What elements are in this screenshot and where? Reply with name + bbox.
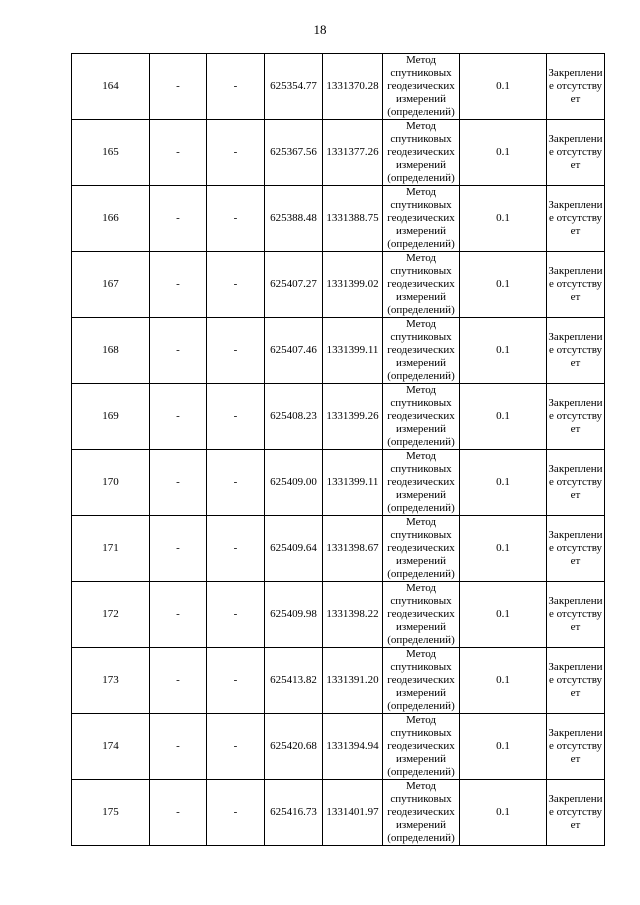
dash-cell: - [207, 54, 265, 120]
point-number-cell: 165 [72, 120, 150, 186]
x-coordinate-cell: 625413.82 [265, 648, 323, 714]
fixation-cell: Закрепление отсутствует [547, 648, 605, 714]
dash-cell: - [207, 780, 265, 846]
table-row [72, 648, 605, 714]
dash-cell: - [207, 384, 265, 450]
point-number-cell: 170 [72, 450, 150, 516]
accuracy-cell: 0.1 [460, 714, 547, 780]
table-row [72, 384, 605, 450]
dash-cell: - [207, 582, 265, 648]
table-row [72, 714, 605, 780]
dash-cell: - [150, 54, 207, 120]
accuracy-cell: 0.1 [460, 648, 547, 714]
method-cell: Метод спутниковых геодезических измерений (определений) [383, 516, 460, 582]
table-body [72, 54, 605, 846]
accuracy-cell: 0.1 [460, 318, 547, 384]
dash-cell: - [150, 714, 207, 780]
accuracy-cell: 0.1 [460, 54, 547, 120]
fixation-cell: Закрепление отсутствует [547, 318, 605, 384]
accuracy-cell: 0.1 [460, 516, 547, 582]
accuracy-cell: 0.1 [460, 120, 547, 186]
accuracy-cell: 0.1 [460, 186, 547, 252]
fixation-cell: Закрепление отсутствует [547, 384, 605, 450]
accuracy-cell: 0.1 [460, 450, 547, 516]
dash-cell: - [207, 714, 265, 780]
y-coordinate-cell: 1331377.26 [323, 120, 383, 186]
fixation-cell: Закрепление отсутствует [547, 54, 605, 120]
point-number-cell: 169 [72, 384, 150, 450]
x-coordinate-cell: 625409.98 [265, 582, 323, 648]
fixation-cell: Закрепление отсутствует [547, 120, 605, 186]
method-cell: Метод спутниковых геодезических измерений (определений) [383, 318, 460, 384]
point-number-cell: 175 [72, 780, 150, 846]
dash-cell: - [150, 648, 207, 714]
dash-cell: - [150, 780, 207, 846]
method-cell: Метод спутниковых геодезических измерений (определений) [383, 450, 460, 516]
y-coordinate-cell: 1331388.75 [323, 186, 383, 252]
x-coordinate-cell: 625416.73 [265, 780, 323, 846]
method-cell: Метод спутниковых геодезических измерений (определений) [383, 252, 460, 318]
method-cell: Метод спутниковых геодезических измерений (определений) [383, 54, 460, 120]
dash-cell: - [150, 186, 207, 252]
accuracy-cell: 0.1 [460, 582, 547, 648]
dash-cell: - [150, 384, 207, 450]
dash-cell: - [150, 252, 207, 318]
fixation-cell: Закрепление отсутствует [547, 186, 605, 252]
dash-cell: - [150, 318, 207, 384]
point-number-cell: 168 [72, 318, 150, 384]
fixation-cell: Закрепление отсутствует [547, 516, 605, 582]
table-row [72, 450, 605, 516]
y-coordinate-cell: 1331391.20 [323, 648, 383, 714]
fixation-cell: Закрепление отсутствует [547, 582, 605, 648]
table-row [72, 516, 605, 582]
dash-cell: - [207, 450, 265, 516]
table-row [72, 120, 605, 186]
x-coordinate-cell: 625409.64 [265, 516, 323, 582]
y-coordinate-cell: 1331399.11 [323, 318, 383, 384]
fixation-cell: Закрепление отсутствует [547, 450, 605, 516]
fixation-cell: Закрепление отсутствует [547, 780, 605, 846]
y-coordinate-cell: 1331398.67 [323, 516, 383, 582]
dash-cell: - [207, 516, 265, 582]
y-coordinate-cell: 1331401.97 [323, 780, 383, 846]
dash-cell: - [207, 120, 265, 186]
method-cell: Метод спутниковых геодезических измерений (определений) [383, 780, 460, 846]
y-coordinate-cell: 1331399.02 [323, 252, 383, 318]
dash-cell: - [207, 186, 265, 252]
point-number-cell: 164 [72, 54, 150, 120]
method-cell: Метод спутниковых геодезических измерений (определений) [383, 186, 460, 252]
method-cell: Метод спутниковых геодезических измерений (определений) [383, 384, 460, 450]
accuracy-cell: 0.1 [460, 780, 547, 846]
method-cell: Метод спутниковых геодезических измерений (определений) [383, 714, 460, 780]
point-number-cell: 173 [72, 648, 150, 714]
point-number-cell: 167 [72, 252, 150, 318]
dash-cell: - [207, 648, 265, 714]
y-coordinate-cell: 1331370.28 [323, 54, 383, 120]
table-row [72, 318, 605, 384]
x-coordinate-cell: 625407.27 [265, 252, 323, 318]
y-coordinate-cell: 1331399.26 [323, 384, 383, 450]
method-cell: Метод спутниковых геодезических измерений (определений) [383, 120, 460, 186]
x-coordinate-cell: 625420.68 [265, 714, 323, 780]
fixation-cell: Закрепление отсутствует [547, 714, 605, 780]
table-row [72, 780, 605, 846]
table-row [72, 582, 605, 648]
dash-cell: - [207, 252, 265, 318]
dash-cell: - [150, 582, 207, 648]
table-row [72, 252, 605, 318]
x-coordinate-cell: 625388.48 [265, 186, 323, 252]
coordinates-table [71, 53, 605, 846]
x-coordinate-cell: 625409.00 [265, 450, 323, 516]
x-coordinate-cell: 625408.23 [265, 384, 323, 450]
y-coordinate-cell: 1331398.22 [323, 582, 383, 648]
x-coordinate-cell: 625407.46 [265, 318, 323, 384]
method-cell: Метод спутниковых геодезических измерений (определений) [383, 582, 460, 648]
page-number: 18 [313, 22, 327, 37]
table-row [72, 54, 605, 120]
y-coordinate-cell: 1331394.94 [323, 714, 383, 780]
dash-cell: - [150, 120, 207, 186]
dash-cell: - [150, 516, 207, 582]
accuracy-cell: 0.1 [460, 252, 547, 318]
x-coordinate-cell: 625367.56 [265, 120, 323, 186]
method-cell: Метод спутниковых геодезических измерений (определений) [383, 648, 460, 714]
x-coordinate-cell: 625354.77 [265, 54, 323, 120]
table-row [72, 186, 605, 252]
point-number-cell: 172 [72, 582, 150, 648]
point-number-cell: 166 [72, 186, 150, 252]
dash-cell: - [207, 318, 265, 384]
point-number-cell: 174 [72, 714, 150, 780]
point-number-cell: 171 [72, 516, 150, 582]
dash-cell: - [150, 450, 207, 516]
fixation-cell: Закрепление отсутствует [547, 252, 605, 318]
y-coordinate-cell: 1331399.11 [323, 450, 383, 516]
accuracy-cell: 0.1 [460, 384, 547, 450]
